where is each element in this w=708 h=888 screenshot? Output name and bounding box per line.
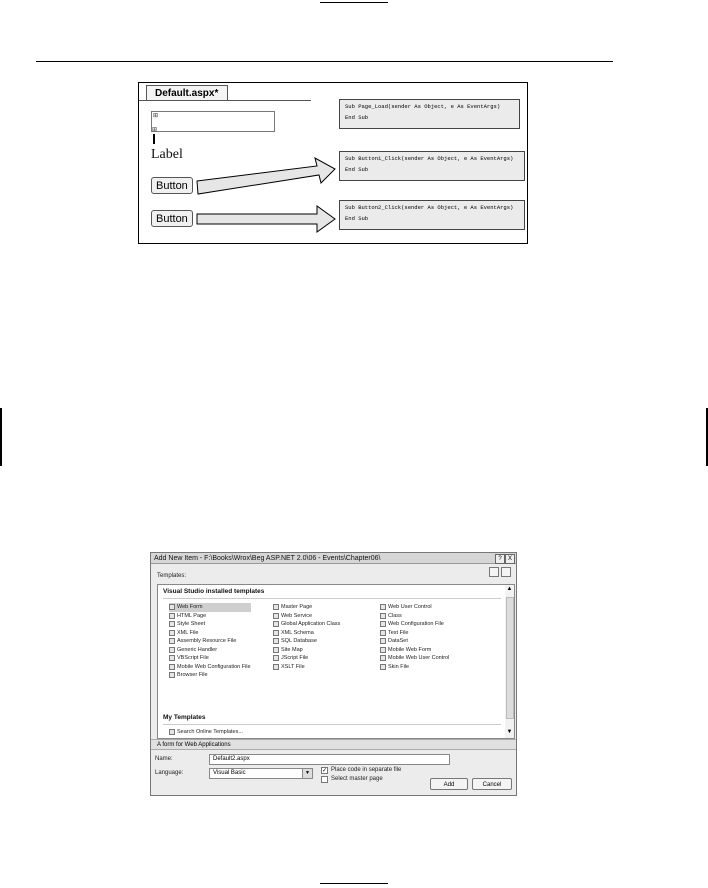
language-label: Language: bbox=[155, 770, 184, 776]
templates-label: Templates: bbox=[157, 573, 187, 579]
template-item-web-form[interactable]: Web Form bbox=[169, 603, 251, 612]
mobile-user-control-icon bbox=[380, 655, 386, 661]
template-item[interactable]: Web Service bbox=[273, 612, 340, 621]
template-item[interactable]: Browser File bbox=[169, 671, 251, 680]
button1-control[interactable]: Button bbox=[151, 177, 193, 194]
template-item[interactable]: XML File bbox=[169, 629, 251, 638]
jscript-file-icon bbox=[273, 655, 279, 661]
select-master-checkbox[interactable] bbox=[321, 776, 328, 783]
template-item[interactable]: VBScript File bbox=[169, 654, 251, 663]
template-item[interactable]: Web Configuration File bbox=[380, 620, 449, 629]
mobile-form-icon bbox=[380, 647, 386, 653]
skin-file-icon bbox=[380, 664, 386, 670]
generic-handler-icon bbox=[169, 647, 175, 653]
code-line: End Sub bbox=[345, 114, 369, 121]
button2-control[interactable]: Button bbox=[151, 210, 193, 227]
template-column-3 bbox=[380, 603, 449, 671]
label-control: Label bbox=[151, 147, 183, 162]
place-code-checkbox[interactable]: ✓ bbox=[322, 768, 328, 774]
template-column-1 bbox=[169, 603, 251, 680]
small-icons-view-icon[interactable] bbox=[501, 567, 511, 577]
template-item[interactable]: XSLT File bbox=[273, 663, 340, 672]
template-item[interactable]: Global Application Class bbox=[273, 620, 340, 629]
dataset-icon bbox=[380, 638, 386, 644]
template-item[interactable]: Assembly Resource File bbox=[169, 637, 251, 646]
master-page-icon bbox=[273, 604, 279, 610]
template-item[interactable]: Class bbox=[380, 612, 449, 621]
site-map-icon bbox=[273, 647, 279, 653]
header-rule bbox=[36, 61, 613, 62]
installed-templates-heading: Visual Studio installed templates bbox=[163, 588, 265, 595]
help-button[interactable]: ? bbox=[495, 554, 505, 564]
arrow-button2-icon bbox=[197, 206, 335, 232]
template-item[interactable]: Web User Control bbox=[380, 603, 449, 612]
xml-file-icon bbox=[169, 630, 175, 636]
browser-file-icon bbox=[169, 672, 175, 678]
template-item[interactable]: Master Page bbox=[273, 603, 340, 612]
xml-schema-icon bbox=[273, 630, 279, 636]
template-item[interactable]: JScript File bbox=[273, 654, 340, 663]
file-tab[interactable]: Default.aspx* bbox=[146, 85, 228, 101]
search-online-icon bbox=[169, 729, 175, 735]
template-item[interactable]: Mobile Web Configuration File bbox=[169, 663, 251, 672]
template-item[interactable]: SQL Database bbox=[273, 637, 340, 646]
large-icons-view-icon[interactable] bbox=[489, 567, 499, 577]
template-description: A form for Web Applications bbox=[151, 739, 516, 750]
html-page-icon bbox=[169, 613, 175, 619]
cancel-button[interactable]: Cancel bbox=[472, 778, 512, 790]
sql-database-icon bbox=[273, 638, 279, 644]
language-select[interactable] bbox=[209, 768, 313, 779]
template-column-2 bbox=[273, 603, 340, 671]
code-line: End Sub bbox=[345, 166, 369, 173]
dialog-titlebar: Add New Item - F:\Books\Wrox\Beg ASP.NET 2.0\06 - Events\Chapter06\ bbox=[151, 553, 516, 564]
template-item[interactable]: Skin File bbox=[380, 663, 449, 672]
name-label: Name: bbox=[155, 756, 173, 762]
xslt-file-icon bbox=[273, 664, 279, 670]
web-config-icon bbox=[380, 621, 386, 627]
section-divider bbox=[163, 724, 501, 725]
search-online-templates[interactable]: Search Online Templates... bbox=[169, 728, 243, 736]
class-icon bbox=[380, 613, 386, 619]
template-item[interactable]: DataSet bbox=[380, 637, 449, 646]
vbscript-file-icon bbox=[169, 655, 175, 661]
mobile-config-icon bbox=[169, 664, 175, 670]
template-item[interactable]: Style Sheet bbox=[169, 620, 251, 629]
scroll-thumb[interactable] bbox=[506, 597, 514, 719]
select-master-label: Select master page bbox=[331, 776, 383, 782]
add-button[interactable]: Add bbox=[430, 778, 468, 790]
template-item[interactable]: Mobile Web Form bbox=[380, 646, 449, 655]
place-code-label: Place code in separate file bbox=[331, 767, 402, 773]
text-file-icon bbox=[380, 630, 386, 636]
template-item[interactable]: XML Schema bbox=[273, 629, 340, 638]
web-service-icon bbox=[273, 613, 279, 619]
style-sheet-icon bbox=[169, 621, 175, 627]
global-class-icon bbox=[273, 621, 279, 627]
template-item[interactable]: Text File bbox=[380, 629, 449, 638]
chevron-down-icon[interactable]: ▼ bbox=[302, 769, 312, 778]
add-new-item-dialog bbox=[150, 552, 517, 796]
close-button[interactable]: X bbox=[505, 554, 515, 564]
connector-arrows bbox=[139, 83, 527, 243]
left-margin-mark bbox=[0, 408, 2, 466]
code-line: Sub Button2_Click(sender As Object, e As EventArgs) bbox=[345, 204, 514, 211]
scroll-up-icon[interactable]: ▲ bbox=[506, 586, 513, 592]
code-line: End Sub bbox=[345, 215, 369, 222]
templates-list[interactable] bbox=[157, 584, 507, 739]
template-item[interactable]: Mobile Web User Control bbox=[380, 654, 449, 663]
name-input[interactable]: Default2.aspx bbox=[209, 754, 450, 765]
template-item[interactable]: Generic Handler bbox=[169, 646, 251, 655]
web-form-icon bbox=[169, 604, 175, 610]
language-value: Visual Basic bbox=[213, 770, 246, 776]
code-line: Sub Button1_Click(sender As Object, e As EventArgs) bbox=[345, 155, 514, 162]
resource-file-icon bbox=[169, 638, 175, 644]
user-control-icon bbox=[380, 604, 386, 610]
scroll-down-icon[interactable]: ▼ bbox=[506, 729, 513, 735]
control-glyph-icon: ⊞ bbox=[153, 113, 159, 119]
my-templates-heading: My Templates bbox=[163, 714, 206, 721]
template-item[interactable]: Site Map bbox=[273, 646, 340, 655]
template-item[interactable]: HTML Page bbox=[169, 612, 251, 621]
code-line: Sub Page_Load(sender As Object, e As EventArgs) bbox=[345, 103, 501, 110]
designer-figure bbox=[138, 82, 528, 244]
arrow-button1-icon bbox=[197, 158, 335, 194]
section-divider bbox=[163, 598, 501, 599]
top-rule bbox=[320, 2, 388, 3]
templates-scrollbar[interactable] bbox=[505, 584, 515, 739]
bottom-rule bbox=[320, 883, 388, 884]
label-glyph-icon: ⊞ bbox=[152, 127, 158, 133]
